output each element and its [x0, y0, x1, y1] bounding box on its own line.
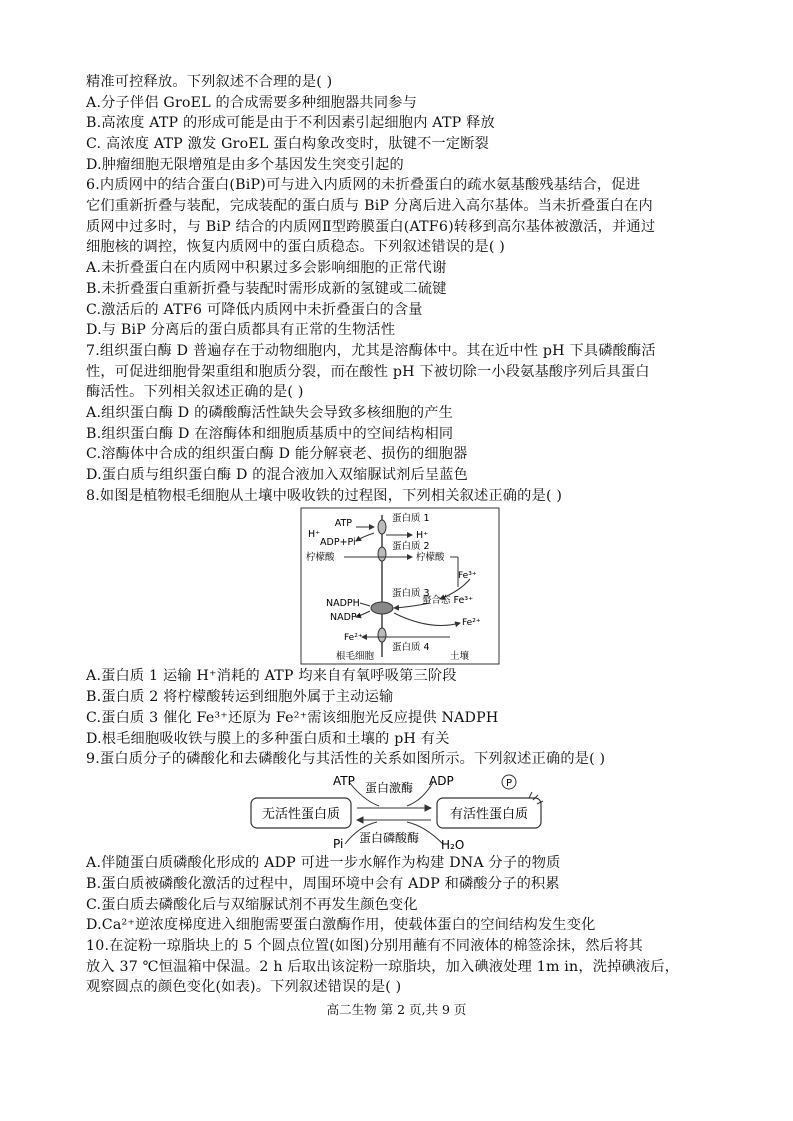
- q7-option-a: A.组织蛋白酶 D 的磷酸酶活性缺失会导致多核细胞的产生: [86, 405, 454, 421]
- q5-option-a: A.分子伴侣 GroEL 的合成需要多种细胞器共同参与: [86, 95, 417, 111]
- protein-1-label: 蛋白质 1: [392, 513, 430, 524]
- protein-1-marker: [378, 520, 386, 534]
- q5-option-c: C. 高浓度 ATP 激发 GroEL 蛋白构象改变时，肽键不一定断裂: [86, 136, 490, 152]
- q9-stem: 9.蛋白质分子的磷酸化和去磷酸化与其活性的关系如图所示。下列叙述正确的是( ): [86, 751, 606, 767]
- fe3-label: Fe³⁺: [458, 571, 477, 581]
- kinase-label: 蛋白激酶: [365, 781, 414, 795]
- q8-option-a: A.蛋白质 1 运输 H⁺消耗的 ATP 均来自有氧呼吸第三阶段: [86, 668, 457, 684]
- q6-option-d: D.与 BiP 分离后的蛋白质都具有正常的生物活性: [86, 322, 396, 338]
- nadph-link: [360, 603, 370, 606]
- phosphatase-label: 蛋白磷酸酶: [359, 831, 420, 845]
- adp-label: ADP: [429, 774, 454, 788]
- q8-option-b: B.蛋白质 2 将柠檬酸转运到细胞外属于主动运输: [86, 689, 394, 705]
- q9-option-d: D.Ca²⁺逆浓度梯度进入细胞需要蛋白激酶作用，使载体蛋白的空间结构发生变化: [86, 917, 596, 933]
- q7-stem-line-3: 酶活性。下列相关叙述正确的是( ): [86, 384, 304, 400]
- fe2-out-label: Fe²⁺: [462, 618, 481, 628]
- protein-3-label: 蛋白质 3: [392, 588, 430, 599]
- q10-stem-line-3: 观察圆点的颜色变化(如表)。下列叙述错误的是( ): [86, 979, 402, 995]
- page-footer: 高二生物 第 2 页,共 9 页: [326, 1002, 467, 1017]
- q10-stem-line-2: 放入 37 ℃恒温箱中保温。2 h 后取出该淀粉一琼脂块，加入碘液处理 1m in，洗掉碘液后，: [86, 959, 680, 975]
- h2o-label: H₂O: [441, 838, 465, 850]
- active-protein-label: 有活性蛋白质: [449, 807, 529, 822]
- q6-option-c: C.激活后的 ATF6 可降低内质网中未折叠蛋白的含量: [86, 302, 423, 318]
- adp-arrow: [356, 533, 374, 541]
- soil-label: 土壤: [450, 651, 470, 662]
- q7-option-b: B.组织蛋白酶 D 在溶酶体和细胞质基质中的空间结构相同: [86, 426, 454, 442]
- citrate-in-label: 柠檬酸: [306, 552, 335, 563]
- h-plus-out-label: H⁺: [416, 530, 429, 541]
- q8-stem: 8.如图是植物根毛细胞从土壤中吸收铁的过程图，下列相关叙述正确的是( ): [86, 488, 563, 504]
- adp-pi-label: ADP+Pi: [320, 537, 356, 548]
- q7-option-d: D.蛋白质与组织蛋白酶 D 的混合液加入双缩脲试剂后呈蓝色: [86, 467, 469, 483]
- question-5-stem-end: 精准可控释放。下列叙述不合理的是( ): [86, 74, 333, 90]
- q5-option-b: B.高浓度 ATP 的形成可能是由于不利因素引起细胞内 ATP 释放: [86, 115, 495, 131]
- q7-option-c: C.溶酶体中合成的组织蛋白酶 D 能分解衰老、损伤的细胞器: [86, 446, 468, 462]
- atp-label: ATP: [334, 518, 352, 529]
- q6-stem-line-3: 质网中过多时，与 BiP 结合的内质网Ⅱ型跨膜蛋白(ATF6)转移到高尔基体被激活，并通过: [86, 219, 656, 235]
- pi-label: Pi: [333, 837, 344, 850]
- protein-2-label: 蛋白质 2: [392, 541, 430, 552]
- q10-stem-line-1: 10.在淀粉一琼脂块上的 5 个圆点位置(如图)分别用蘸有不同液体的棉签涂抹，然后将其: [86, 938, 643, 954]
- q6-stem-line-2: 它们重新折叠与装配，完成装配的蛋白质与 BiP 分离后进入高尔基体。当未折叠蛋白在内: [86, 198, 653, 214]
- q7-stem-line-1: 7.组织蛋白酶 D 普遍存在于动物细胞内，尤其是溶酶体中。其在近中性 pH 下具磷酸酶活: [86, 343, 656, 359]
- protein-2-marker: [378, 547, 386, 561]
- diagram-frame: [301, 508, 499, 664]
- q5-option-d: D.肿瘤细胞无限增殖是由多个基因发生突变引起的: [86, 157, 404, 173]
- protein-4-marker: [378, 628, 386, 642]
- phosphorylation-diagram: [245, 770, 555, 850]
- protein-4-label: 蛋白质 4: [392, 642, 430, 653]
- h-plus-in-label: H⁺: [308, 529, 321, 540]
- q6-option-b: B.未折叠蛋白重新折叠与装配时需形成新的氢键或二硫键: [86, 281, 447, 297]
- nadph-label: NADPH: [326, 598, 360, 609]
- iron-uptake-diagram: [300, 507, 500, 665]
- atp-label: ATP: [333, 774, 355, 788]
- q9-option-a: A.伴随蛋白质磷酸化形成的 ADP 可进一步水解作为构建 DNA 分子的物质: [86, 855, 561, 871]
- q8-option-c: C.蛋白质 3 催化 Fe³⁺还原为 Fe²⁺需该细胞光反应提供 NADPH: [86, 710, 499, 726]
- inactive-protein-label: 无活性蛋白质: [261, 807, 341, 822]
- protein-3-marker: [371, 602, 393, 614]
- fe2-out-arrow: [394, 613, 460, 625]
- root-hair-cell-label: 根毛细胞: [336, 651, 375, 662]
- q6-stem-line-1: 6.内质网中的结合蛋白(BiP)可与进入内质网的未折叠蛋白的疏水氨基酸残基结合，促进: [86, 177, 641, 193]
- chelate-fe3-label: 螯合态 Fe³⁺: [422, 595, 474, 606]
- q9-option-c: C.蛋白质去磷酸化后与双缩脲试剂不再发生颜色变化: [86, 897, 418, 913]
- q9-option-b: B.蛋白质被磷酸化激活的过程中，周围环境中会有 ADP 和磷酸分子的积累: [86, 876, 560, 892]
- q8-option-d: D.根毛细胞吸收铁与膜上的多种蛋白质和土壤的 pH 有关: [86, 731, 450, 747]
- q7-stem-line-2: 性，可促进细胞骨架重组和胞质分裂，而在酸性 pH 下被切除一小段氨基酸序列后具蛋白: [86, 364, 650, 380]
- q6-option-a: A.未折叠蛋白在内质网中积累过多会影响细胞的正常代谢: [86, 260, 447, 276]
- fe2-in-label: Fe²⁺: [344, 633, 363, 643]
- citrate-out-label: 柠檬酸: [416, 552, 445, 563]
- nadp-label: NADP⁺: [330, 612, 362, 623]
- phosphate-p-label: P: [505, 778, 513, 789]
- q6-stem-line-4: 细胞核的调控，恢复内质网中的蛋白质稳态。下列叙述错误的是( ): [86, 239, 506, 255]
